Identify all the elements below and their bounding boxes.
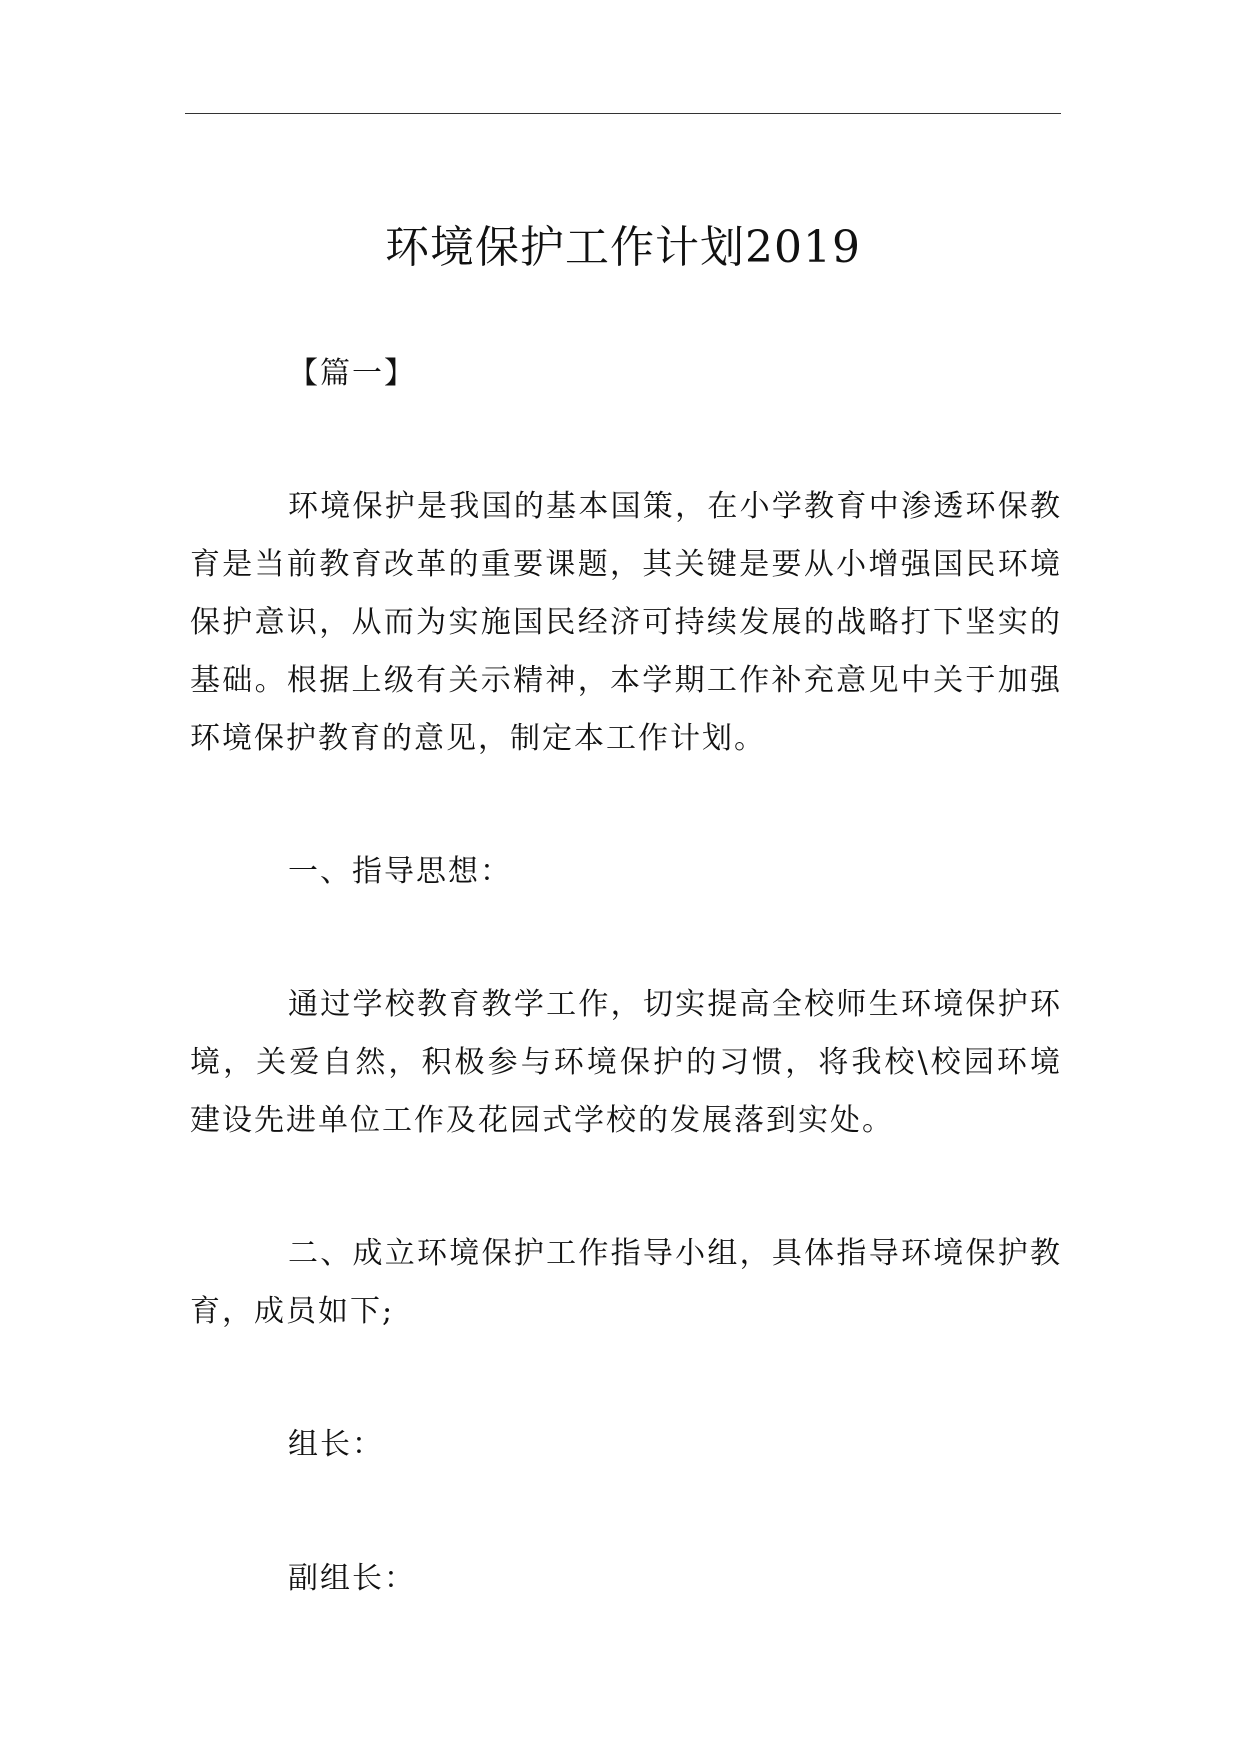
section-heading-guiding-thought: 一、指导思想： (288, 854, 512, 889)
document-title: 环境保护工作计划2019 (385, 222, 861, 273)
intro-paragraph: 环境保护是我国的基本国策，在小学教育中渗透环保教育是当前教育改革的重要课题，其关键是要从小增强国民环境保护意识，从而为实施国民经济可持续发展的战略打下坚实的基础。根据上级有关示精神，本学期工作补充意见中关于加强环境保护教育的意见，制定本工作计划。 (190, 489, 1062, 756)
document-body (190, 345, 1062, 1608)
part-label: 【篇一】 (288, 356, 416, 391)
section-heading-working-group: 二、成立环境保护工作指导小组，具体指导环境保护教育，成员如下; (190, 1236, 1062, 1329)
guiding-thought-paragraph: 通过学校教育教学工作，切实提高全校师生环境保护环境，关爱自然，积极参与环境保护的习惯，将我校\校园环境建设先进单位工作及花园式学校的发展落到实处。 (190, 987, 1062, 1138)
leader-line: 组长： (288, 1427, 384, 1462)
header-rule (185, 113, 1061, 114)
deputy-leader-line: 副组长： (288, 1561, 416, 1596)
